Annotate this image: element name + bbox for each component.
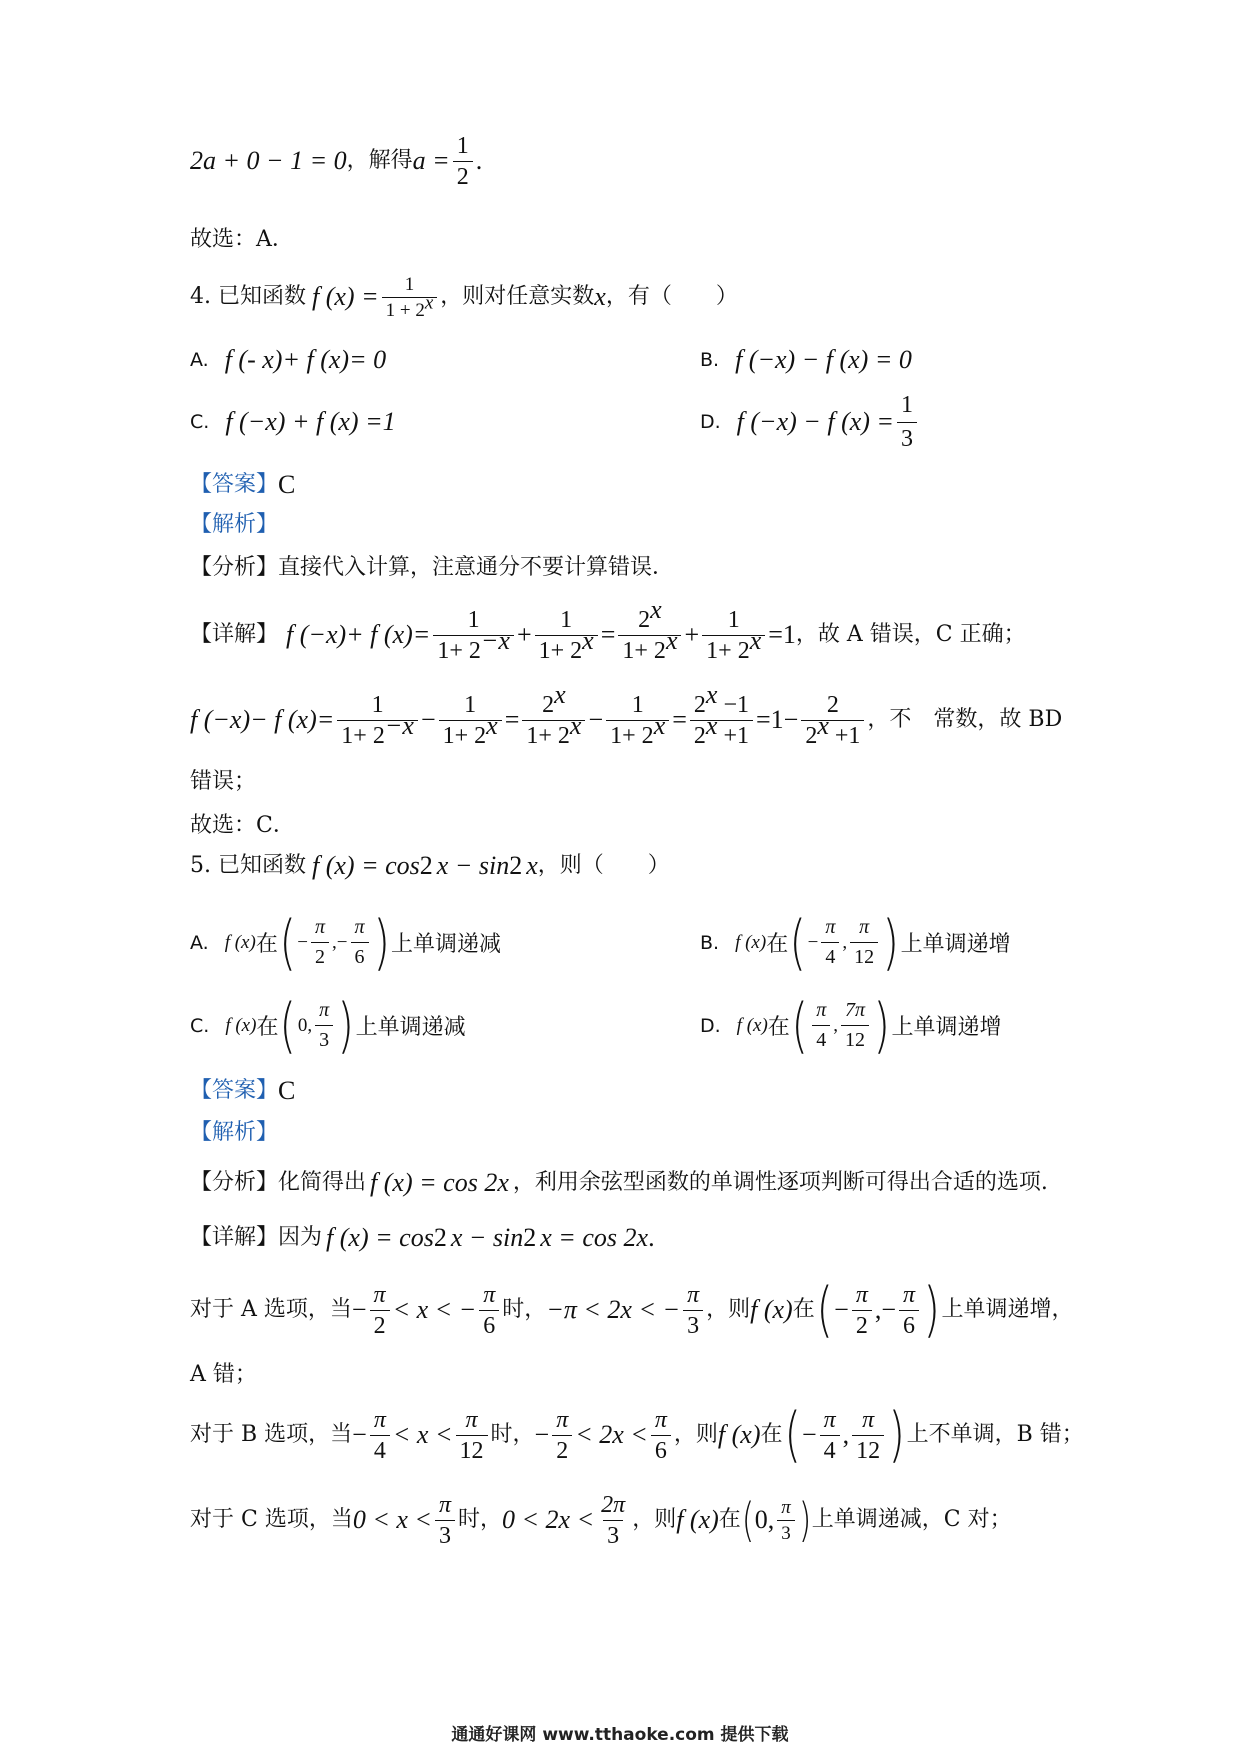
q4-d1-f2-den: $1+ 2^x$ (535, 635, 598, 663)
q5-c-an-frac-2: $\frac{2\pi}{3}$ (601, 1491, 626, 1549)
q4-stem-den-sup: x (424, 292, 434, 314)
q5-option-c-lparen: ( (279, 990, 297, 1061)
q4-d2-f6-den: $2^x +1$ (801, 720, 864, 748)
q4-detail-line-2: f (−x)− f (x)= $\frac{1}{1+ 2^{-x}}$ − $\frac{1}{1+ 2^x}$ = $\frac{2^x}{1+ 2^x}$ − $\frac{1}{1+ 2^x}$ = $\frac{2^x -1}{2^x +1}$ =1− $\frac{2}{2^x +1}$ ，不 常数，故 BD (190, 679, 1063, 749)
q5-b-an-frac-5: $\frac{\pi}{4}$ (820, 1408, 840, 1463)
q4-d1-frac-1 (433, 608, 514, 663)
q5-c-in: 在 (718, 1507, 741, 1532)
q4-detail-line-1: 【详解】 f (−x)+ f (x)= $\frac{1}{1+ 2^{-x}}$ + $\frac{1}{1+ 2^x}$ = $\frac{2^x}{1+ 2^x}$ + $\frac{1}{1+ 2^x}$ =1 ，故 A 错误，C 正确； (190, 594, 1026, 664)
q4-fenxi-line (190, 548, 674, 588)
q4-d2-frac-4 (606, 693, 669, 748)
q4-stem-frac-den (382, 292, 438, 321)
q5-b-analysis: 对于 B 选项，当 − $\frac{\pi}{4}$ < x < $\frac{\pi}{12}$ 时， − $\frac{\pi}{2}$ < 2x < $\frac{\pi}{6}$ ，则 f (x) 在 ( − $\frac{\pi}{4}$ , $\frac{\pi}{12}$ ) 上不单调，B 错； (190, 1400, 1084, 1470)
q4-option-a-text: f (- x)+ f (x)= 0 (224, 345, 387, 374)
q5-option-a-lparen: ( (279, 907, 296, 978)
q4-detail2-mid: =1− (756, 705, 799, 734)
q4-detail2-cont: 错误； (190, 769, 257, 794)
q4-option-d-den: 3 (897, 422, 917, 453)
q5-b-in: 在 (760, 1422, 783, 1447)
q4-d1-f1-den: $1+ 2^{-x}$ (433, 635, 514, 663)
q3-mid-text: ，解得 (346, 148, 413, 173)
q3-equation: 2a + 0 − 1 = 0 (190, 146, 347, 175)
q4-d2-f2-den: $1+ 2^x$ (439, 720, 502, 748)
q4-answer-tag: 【答案】 (190, 472, 279, 497)
q5-a-pre: 对于 A 选项，当 (190, 1297, 352, 1322)
q4-analysis-tag: 【解析】 (190, 512, 279, 537)
q5-c-pre: 对于 C 选项，当 (190, 1507, 353, 1532)
q5-detail-tag: 【详解】 (190, 1225, 279, 1250)
q5-option-c: C. f (x) 在 ( 0, $\frac{\pi}{3}$ ) 上单调递减 (190, 990, 466, 1061)
q3-frac-den: 2 (453, 161, 473, 189)
q4-stem-fraction (382, 275, 438, 320)
q5-tail: x (526, 851, 538, 880)
q4-d1-f3-num: 2$^x$ (638, 594, 662, 633)
q5-a-frac-2: $\frac{\pi}{6}$ (350, 916, 368, 969)
q4-stem-den-a: 1 + 2 (385, 299, 425, 321)
q3-choose-text: 故选：A． (190, 227, 294, 252)
q4-stem (190, 262, 738, 332)
q4-analysis-line (190, 505, 278, 545)
q4-option-b-label: B. (700, 349, 720, 371)
q3-dot: . (475, 146, 483, 175)
q4-stem-frac-num: 1 (404, 273, 415, 295)
q5-option-d: D. f (x) 在 ( $\frac{\pi}{4}$ , $\frac{7\pi}{12}$ ) 上单调递增 (700, 990, 1002, 1061)
q5-stem: 5. 已知函数 f (x) = cos 2 x − sin 2 x ，则（ ） (190, 851, 670, 880)
q5-option-c-text: 上单调递减 (355, 1015, 466, 1040)
q5-a-when: 时， (502, 1297, 547, 1322)
q4-d1-f4-den: $1+ 2^x$ (702, 635, 765, 663)
q5-option-b: B. f (x) 在 ( − $\frac{\pi}{4}$ , $\frac{\pi}{12}$ ) 上单调递增 (700, 907, 1011, 978)
q5-option-a: A. f (x) 在 ( − $\frac{\pi}{2}$ ,− $\frac{\pi}{6}$ ) 上单调递减 (190, 907, 501, 978)
q4-var-x: x (594, 282, 606, 311)
q5-stem-end: ，则（ ） (537, 853, 670, 878)
q4-option-d-label: D. (700, 411, 721, 433)
q4-d1-frac-3 (618, 594, 681, 664)
q5-a-in: 在 (792, 1297, 815, 1322)
q4-answer-line (190, 465, 295, 505)
q4-d2-f5-den: $2^x +1$ (690, 720, 753, 748)
q5-fenxi-tag: 【分析】 (190, 1170, 279, 1195)
footer: 通通好课网 www.tthaoke.com 提供下载 (451, 1725, 789, 1745)
q4-detail2-lhs: f (−x)− f (x)= (190, 705, 335, 734)
q5-option-c-label: C. (190, 1014, 210, 1037)
q5-option-a-rparen: ) (373, 907, 390, 978)
q5-a-then: ，则 (706, 1297, 751, 1322)
q5-a-cont-line (190, 1355, 257, 1395)
q5-detail-dot: . (648, 1223, 655, 1252)
q5-detail-eq2: x − sin (450, 1223, 524, 1252)
q5-c-end: 上单调递减，C 对； (811, 1507, 1012, 1532)
q5-a-cont: A 错； (190, 1362, 257, 1387)
q5-answer-tag: 【答案】 (190, 1078, 279, 1103)
q5-b-an-frac-2: $\frac{\pi}{12}$ (456, 1408, 488, 1463)
q5-detail-line: 【详解】 因为 f (x) = cos 2 x − sin 2 x = cos 2x . (190, 1223, 655, 1252)
q5-b-an-frac-1: $\frac{\pi}{4}$ (370, 1408, 390, 1463)
q4-d2-frac-3 (522, 679, 585, 749)
q4-d1-frac-2 (535, 608, 598, 663)
q5-analysis-tag: 【解析】 (190, 1120, 279, 1145)
q4-fenxi-tag: 【分析】 (190, 555, 279, 580)
q4-answer: C (278, 470, 296, 499)
q4-option-d-frac (897, 392, 917, 453)
q5-analysis-line (190, 1113, 278, 1153)
q4-fx: f (x) = (311, 282, 379, 311)
q4-detail1-end: ，故 A 错误，C 正确； (795, 622, 1026, 647)
q5-c-fx: f (x) (676, 1505, 719, 1534)
q5-b-end: 上不单调，B 错； (906, 1422, 1084, 1447)
q4-option-d-text: f (−x) − f (x) = (736, 407, 894, 436)
q5-a-frac-1: $\frac{\pi}{2}$ (311, 916, 329, 969)
q5-fenxi-eq: f (x) = cos 2x (370, 1168, 509, 1197)
q4-choose-text: 故选：C． (190, 813, 295, 838)
q4-option-b-text: f (−x) − f (x) = 0 (735, 345, 912, 374)
q4-stem-post: ，则对任意实数 (440, 284, 595, 309)
q5-option-a-fx: f (x) (224, 931, 256, 953)
q5-option-b-lparen: ( (789, 907, 807, 978)
q5-b-pre: 对于 B 选项，当 (190, 1422, 353, 1447)
q4-choose (190, 806, 295, 846)
q5-c-an-frac-1: $\frac{\pi}{3}$ (435, 1493, 455, 1548)
q4-detail1-lhs: f (−x)+ f (x)= (286, 620, 431, 649)
q5-option-b-fx: f (x) (735, 931, 767, 953)
q5-option-d-text: 上单调递增 (891, 1015, 1002, 1040)
q5-option-b-label: B. (700, 931, 720, 954)
q4-d2-f3-num: 2$^x$ (542, 679, 566, 718)
q4-d2-f2-num: 1 (464, 691, 477, 718)
q5-option-a-label: A. (190, 931, 209, 954)
q5-answer-line (190, 1071, 295, 1111)
q5-fenxi-post: ，利用余弦型函数的单调性逐项判断可得出合适的选项. (512, 1170, 1048, 1195)
q4-option-a-label: A. (190, 349, 209, 371)
q4-d2-f5-num: $2^x -1$ (693, 679, 749, 718)
q4-d2-f1-den: $1+ 2^{-x}$ (337, 720, 418, 748)
q4-option-d (700, 392, 920, 452)
q4-option-c-text: f (−x) + f (x) =1 (225, 407, 396, 436)
q5-a-analysis: 对于 A 选项，当 − $\frac{\pi}{2}$ < x < − $\frac{\pi}{6}$ 时， −π < 2x < − $\frac{\pi}{3}$ ，则 f (x) 在 ( − $\frac{\pi}{2}$ ,− $\frac{\pi}{6}$ ) 上单调递增， (190, 1275, 1074, 1345)
q5-option-d-label: D. (700, 1014, 721, 1037)
q5-d-frac-2: $\frac{7\pi}{12}$ (841, 999, 869, 1052)
q5-a-an-frac-2: $\frac{\pi}{6}$ (479, 1283, 499, 1338)
q5-answer: C (278, 1076, 296, 1105)
q4-option-c (190, 392, 396, 452)
q4-option-b (700, 330, 912, 390)
q5-option-a-in: 在 (255, 932, 278, 957)
q5-a-an-frac-3: $\frac{\pi}{3}$ (683, 1283, 703, 1338)
q3-frac-num: 1 (456, 132, 469, 159)
q5-b-an-frac-3: $\frac{\pi}{2}$ (552, 1408, 572, 1463)
q5-option-d-fx: f (x) (736, 1014, 768, 1036)
q5-fenxi-pre: 化简得出 (278, 1170, 367, 1195)
q5-option-d-rparen: ) (873, 990, 890, 1061)
q4-d2-frac-1 (337, 693, 418, 748)
q4-d2-f1-num: 1 (371, 691, 384, 718)
q4-fenxi-text: 直接代入计算，注意通分不要计算错误． (278, 555, 675, 580)
q4-detail-tag: 【详解】 (190, 622, 279, 647)
q5-c-analysis: 对于 C 选项，当 0 < x < $\frac{\pi}{3}$ 时， 0 < 2x < $\frac{2\pi}{3}$ ，则 f (x) 在 ( 0, $\frac{\pi}{3}$ ) 上单调递减，C 对； (190, 1491, 1012, 1549)
q5-option-c-fx: f (x) (225, 1014, 257, 1036)
q5-option-b-rparen: ) (882, 907, 900, 978)
q4-d2-f3-den: $1+ 2^x$ (522, 720, 585, 748)
q4-d1-f3-den: $1+ 2^x$ (618, 635, 681, 663)
q5-b-an-frac-6: $\frac{\pi}{12}$ (852, 1408, 884, 1463)
q5-detail-eq: f (x) = cos (326, 1223, 434, 1252)
q5-b-when: 时， (490, 1422, 535, 1447)
q4-d2-frac-6 (801, 693, 864, 748)
q5-b-fx: f (x) (717, 1420, 761, 1449)
q4-d2-f4-den: $1+ 2^x$ (606, 720, 669, 748)
q4-detail2-cont-line (190, 762, 256, 802)
q5-option-c-rparen: ) (337, 990, 355, 1061)
q5-detail-eq3: x = cos 2x (540, 1223, 649, 1252)
q5-a-an-frac-1: $\frac{\pi}{2}$ (370, 1283, 390, 1338)
q5-option-d-lparen: ( (791, 990, 808, 1061)
q5-c-when: 时， (458, 1507, 503, 1532)
q4-d2-f4-num: 1 (631, 691, 644, 718)
q3-a-eq: a = (412, 146, 450, 175)
q5-option-a-text: 上单调递减 (390, 932, 501, 957)
q4-d2-frac-5 (690, 679, 753, 749)
q4-d1-f1-num: 1 (467, 606, 480, 633)
q5-mid: x − sin (436, 851, 510, 880)
q4-d1-f4-num: 1 (727, 606, 740, 633)
q5-b-frac-1: $\frac{\pi}{4}$ (821, 916, 839, 969)
q4-d1-f2-num: 1 (560, 606, 573, 633)
q5-b-an-frac-4: $\frac{\pi}{6}$ (651, 1408, 671, 1463)
q5-option-c-in: 在 (256, 1015, 279, 1040)
q4-d1-frac-4 (702, 608, 765, 663)
q5-detail-pre: 因为 (278, 1225, 323, 1250)
q5-b-frac-2: $\frac{\pi}{12}$ (850, 916, 878, 969)
q5-option-b-in: 在 (766, 932, 789, 957)
q4-d2-frac-2 (439, 693, 502, 748)
q4-option-a (190, 330, 386, 390)
q4-stem-end: ，有（ ） (605, 284, 738, 309)
q5-option-b-text: 上单调递增 (900, 932, 1011, 957)
q5-a-end: 上单调递增， (941, 1297, 1074, 1322)
q5-fx: f (x) = cos (311, 851, 420, 880)
q4-detail2-end: ，不 常数，故 BD (867, 707, 1063, 732)
q5-stem-pre: 5. 已知函数 (190, 853, 306, 878)
q5-option-d-in: 在 (767, 1015, 790, 1040)
q4-stem-pre: 4. 已知函数 (190, 284, 306, 309)
q5-b-then: ，则 (673, 1422, 718, 1447)
q5-c-frac-1: $\frac{\pi}{3}$ (315, 999, 333, 1052)
q3-fraction (453, 134, 473, 189)
q5-d-frac-1: $\frac{\pi}{4}$ (812, 999, 830, 1052)
q5-a-an-frac-5: $\frac{\pi}{6}$ (899, 1283, 919, 1338)
q4-option-d-num: 1 (900, 391, 913, 418)
q3-solution-line (190, 126, 482, 196)
q5-fenxi-line (190, 1163, 1048, 1203)
q5-a-an-frac-4: $\frac{\pi}{2}$ (852, 1283, 872, 1338)
q5-c-then: ，则 (632, 1507, 677, 1532)
q4-d2-f6-num: 2 (826, 691, 839, 718)
q4-option-c-label: C. (190, 411, 210, 433)
q5-c-an-frac-3: $\frac{\pi}{3}$ (777, 1498, 795, 1543)
q3-choose (190, 220, 294, 260)
q5-a-fx: f (x) (750, 1295, 793, 1324)
